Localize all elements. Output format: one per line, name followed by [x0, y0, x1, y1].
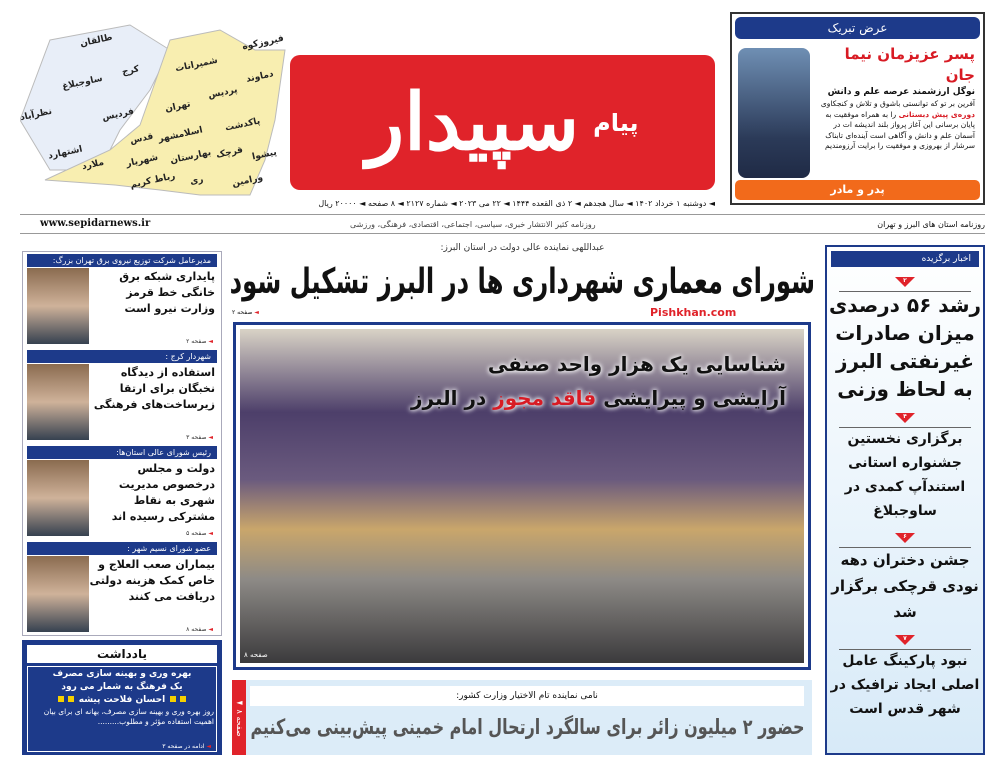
- map-label: قرچک: [215, 145, 244, 161]
- tagline-right: روزنامه استان های البرز و تهران: [877, 220, 985, 229]
- map-label: پیشوا: [251, 147, 278, 163]
- story-title: استفاده از دیدگاه نخبگان برای ارتقا زیرساخت‌های فرهنگی: [93, 366, 215, 411]
- selected-news: [825, 245, 985, 755]
- story-title: دولت و مجلس درخصوص مدیریت شهری به نقاط مشترکی رسیده اند: [111, 462, 215, 523]
- photo-page-ref: صفحه ۸: [244, 651, 268, 659]
- lead-photo: [233, 322, 811, 670]
- ad-subtitle: نوگل ارزشمند عرصه علم و دانش: [827, 87, 975, 97]
- map-label: اشتهارد: [47, 144, 84, 162]
- note-continue: ◄ ادامه در صفحه ۳: [162, 743, 211, 751]
- left-story[interactable]: [27, 254, 217, 346]
- portrait-photo: [27, 268, 89, 344]
- child-photo: [738, 48, 810, 178]
- news-title: جشن دختران دهه نودی قرچکی برگزار شد: [831, 551, 979, 621]
- map-label: شهریار: [125, 152, 160, 170]
- map-label: فیروزکوه: [241, 33, 285, 53]
- note-body: [27, 666, 217, 752]
- news-title: رشد ۵۶ درصدی میزان صادرات غیرنفتی البرز به لحاظ وزنی: [828, 293, 982, 401]
- map-label: طالقان: [79, 32, 114, 50]
- portrait-photo: [27, 364, 89, 440]
- ad-body-highlight: دوره‌ی پیش دبستانی: [898, 109, 975, 119]
- map-label: دماوند: [245, 69, 275, 85]
- caption-text: در البرز: [411, 386, 487, 410]
- left-story[interactable]: [27, 446, 217, 538]
- page-marker-icon: ۴: [895, 413, 915, 423]
- left-story[interactable]: [27, 542, 217, 634]
- logo-small-text: پیام: [593, 108, 639, 137]
- page-marker-icon: ۶: [895, 533, 915, 543]
- story-header: مدیرعامل شرکت توزیع نیروی برق تهران بزرگ:: [27, 254, 217, 267]
- ad-body: را به همراه موفقیت به پایان برسانی این آغاز پرواز بلند اندیشه ات در آسمان علم و دانش و آگاهی است آینده‌ای تابناک سرشار از بهروزی و موفقیت را برایت آرزومندیم: [824, 109, 975, 150]
- map-label: ری: [189, 174, 205, 188]
- lead-kicker: عبداللهی نماینده عالی دولت در استان البرز:: [440, 243, 605, 253]
- page-tab: ◄ صفحه ۸: [232, 680, 246, 755]
- map-label: پاکدشت: [224, 116, 262, 134]
- note-title: بهره وری و بهینه سازی مصرف: [52, 669, 192, 679]
- map-label: قدس: [129, 131, 155, 147]
- news-title: نبود پارکینگ عامل اصلی ایجاد ترافیک در شهر قدس است: [830, 653, 980, 717]
- divider: [20, 214, 985, 215]
- divider: [20, 233, 985, 234]
- map-label: پردیس: [207, 85, 239, 101]
- portrait-photo: [27, 460, 89, 536]
- bottom-story[interactable]: [232, 680, 812, 755]
- province-map: [20, 10, 290, 195]
- watermark: Pishkhan.com: [650, 306, 737, 319]
- logo-big-text: سپیدار: [366, 77, 580, 168]
- note-author: احسان فلاحت پیشه: [78, 695, 166, 705]
- ad-name: پسر عزیزمان نیما جان: [844, 45, 975, 84]
- story-title: پایداری شبکه برق خانگی خط قرمز وزارت نیرو است: [119, 270, 215, 315]
- map-label: فردیس: [101, 106, 135, 124]
- story-header: شهردار کرج :: [27, 350, 217, 363]
- page-ref: ◄ صفحه ۲: [186, 338, 213, 346]
- map-label: شمیرانات: [174, 55, 219, 75]
- ad-body: آفرین بر تو که توانستی باشوق و تلاش و کنجکاوی: [820, 99, 975, 108]
- note-excerpt: روز بهره وری و بهینه سازی مصرف، بهانه ای برای بیان اهمیت استفاده مؤثر و مطلوب.........: [43, 707, 214, 726]
- caption-line: شناسایی یک هزار واحد صنفی: [487, 352, 786, 376]
- map-label: رباط کریم: [129, 171, 177, 191]
- portrait-photo: [27, 556, 89, 632]
- lead-headline[interactable]: شورای معماری شهرداری ها در البرز تشکیل شود: [229, 262, 816, 302]
- page-ref: ◄ صفحه ۸: [186, 626, 213, 634]
- news-item[interactable]: [827, 413, 983, 523]
- bottom-kicker: نامی نماینده تام الاختیار وزارت کشور:: [250, 686, 804, 706]
- story-header: عضو شورای نسیم شهر :: [27, 542, 217, 555]
- page-marker-icon: ۲: [895, 277, 915, 287]
- map-label: ملارد: [81, 157, 106, 173]
- page-ref: ◄ صفحه ۲: [232, 309, 259, 316]
- left-story[interactable]: [27, 350, 217, 442]
- page-ref: ◄ صفحه ۵: [186, 530, 213, 538]
- map-label: ساوجبلاغ: [61, 73, 104, 93]
- story-title: بیماران صعب العلاج و خاص کمک هزینه دولتی دریافت می کنند: [89, 558, 215, 603]
- ad-header: عرض تبریک: [735, 17, 980, 39]
- map-label: بهارستان: [169, 147, 213, 167]
- newspaper-logo: [290, 55, 715, 190]
- selected-news-header: اخبار برگزیده: [831, 251, 979, 267]
- note-title: یک فرهنگ به شمار می رود: [61, 682, 183, 692]
- left-column: [22, 251, 222, 636]
- news-item[interactable]: [827, 533, 983, 625]
- tagline-center: روزنامه کثیر الانتشار خبری، سیاسی، اجتماعی، اقتصادی، فرهنگی، ورزشی: [350, 220, 596, 229]
- bottom-headline: حضور ۲ میلیون زائر برای سالگرد ارتحال امام خمینی پیش‌بینی می‌کنیم: [250, 715, 804, 739]
- caption-highlight: فاقد مجوز: [493, 386, 597, 410]
- ad-text: [813, 44, 975, 152]
- caption-text: آرایشی و پیرایشی: [603, 386, 786, 410]
- tagline-bar: [20, 217, 985, 232]
- story-header: رئیس شورای عالی استان‌ها:: [27, 446, 217, 459]
- map-label: ورامین: [231, 172, 264, 190]
- ad-footer: پدر و مادر: [735, 180, 980, 200]
- news-item[interactable]: [827, 635, 983, 721]
- page-marker-icon: ۷: [895, 635, 915, 645]
- map-label: اسلامشهر: [157, 125, 204, 145]
- photo-caption: [411, 347, 786, 415]
- website-url[interactable]: www.sepidarnews.ir: [40, 218, 151, 229]
- dateline: ◄ دوشنبه ۱ خرداد ۱۴۰۲ ◄ سال هجدهم ◄ ۲ ذی القعده ۱۴۴۴ ◄ ۲۲ می ۲۰۲۳ ◄ شماره ۲۱۲۷ ◄ ۸ صفحه ◄ ۲۰۰۰۰ ریال: [318, 199, 715, 208]
- congrats-ad: [730, 12, 985, 205]
- map-label: کرج: [121, 64, 141, 78]
- map-label: نظرآباد: [19, 106, 53, 124]
- editorial-note[interactable]: [22, 640, 222, 755]
- note-header: یادداشت: [27, 645, 217, 663]
- map-label: تهران: [164, 99, 192, 115]
- news-item[interactable]: [827, 277, 983, 403]
- news-title: برگزاری نخستین جشنواره استانی استندآپ کمدی در ساوجبلاغ: [844, 431, 966, 519]
- page-ref: ◄ صفحه ۳: [186, 434, 213, 442]
